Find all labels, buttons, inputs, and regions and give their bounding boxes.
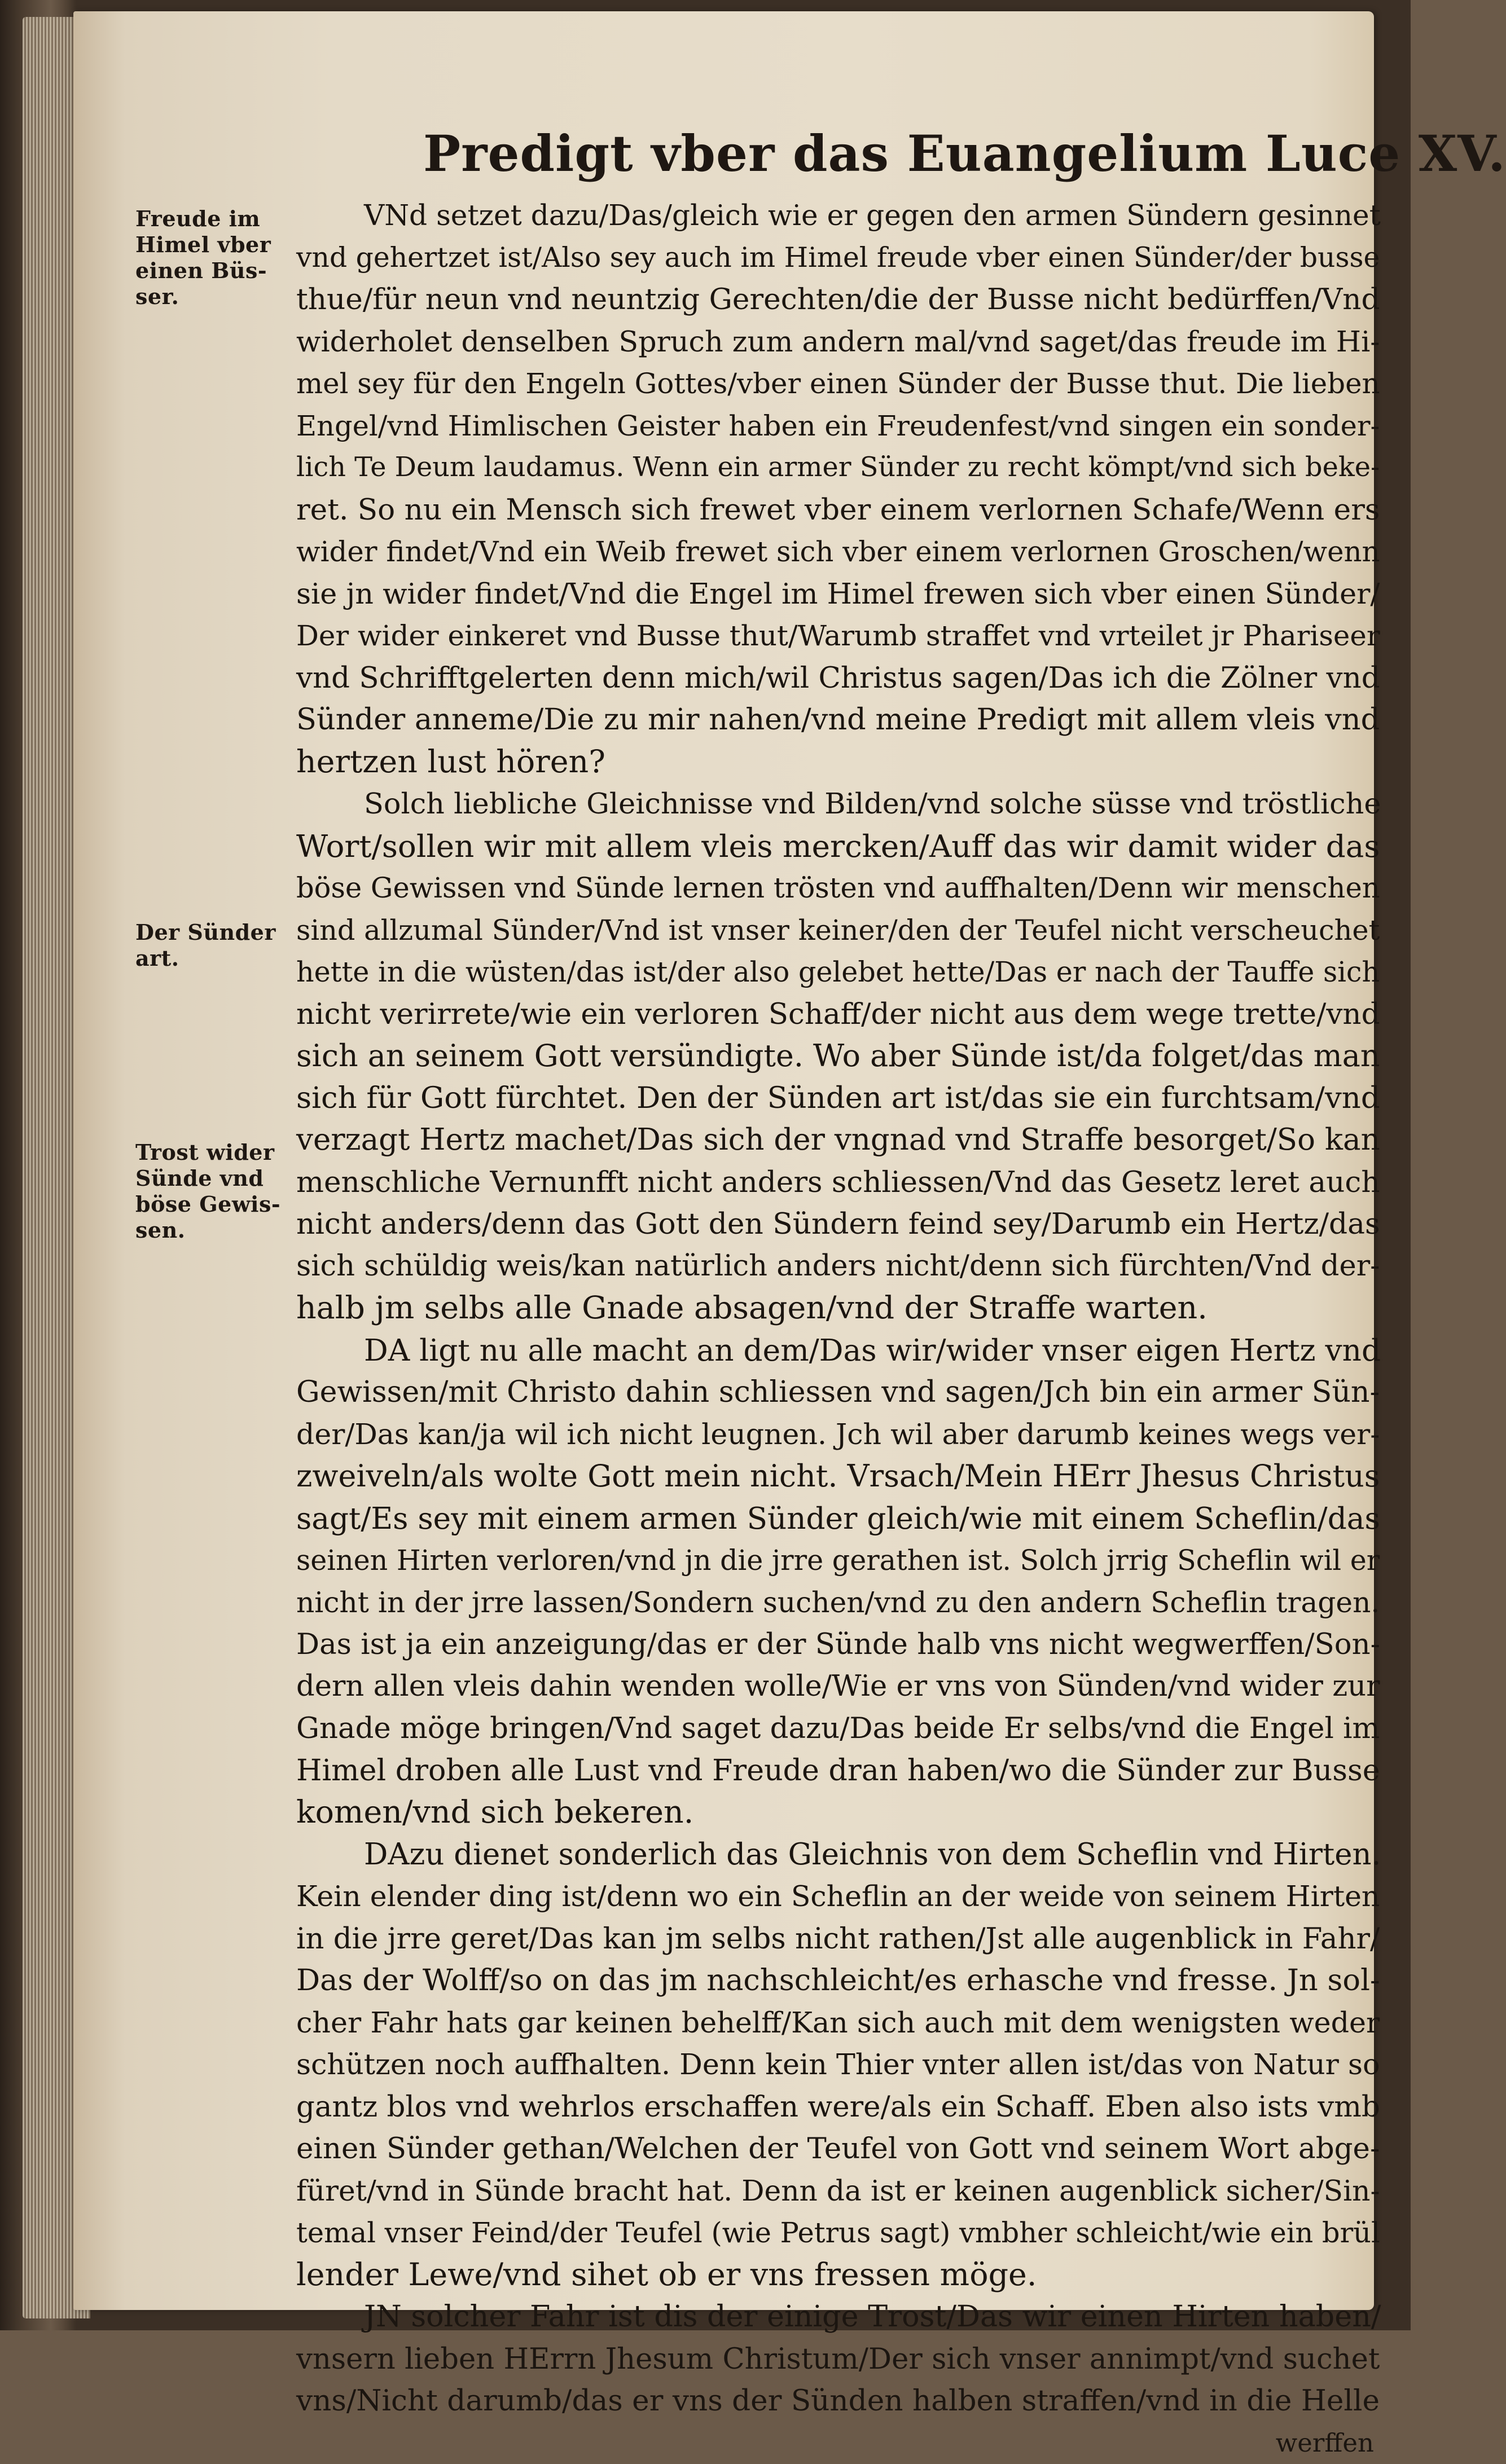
catchword: werffen: [296, 2422, 1397, 2464]
text-line: Wort/sollen wir mit allem vleis mercken/Auff das wir damit wider das: [296, 825, 1397, 868]
text-line: dern allen vleis dahin wenden wolle/Wie er vns von Sünden/vnd wider zur: [296, 1666, 1397, 1708]
text-line: einen Sünder gethan/Welchen der Teufel von Gott vnd seinem Wort abge-: [296, 2128, 1397, 2170]
text-line: VNd setzet dazu/Das/gleich wie er gegen den armen Sündern gesinnet: [296, 195, 1397, 237]
text-line: vnd Schrifftgelerten denn mich/wil Christus sagen/Das ich die Zölner vnd: [296, 657, 1397, 699]
text-line: Das der Wolff/so on das jm nachschleicht/es erhasche vnd fresse. Jn sol-: [296, 1960, 1397, 2002]
text-line: füret/vnd in Sünde bracht hat. Denn da ist er keinen augenblick sicher/Sin-: [296, 2170, 1397, 2212]
text-line: temal vnser Feind/der Teufel (wie Petrus sagt) vmbher schleicht/wie ein brül: [296, 2212, 1397, 2254]
text-line: hette in die wüsten/das ist/der also gelebet hette/Das er nach der Tauffe sich: [296, 951, 1397, 993]
text-line: lich Te Deum laudamus. Wenn ein armer Sünder zu recht kömpt/vnd sich beke-: [296, 447, 1397, 489]
margin-note-line: Sünde vnd: [135, 1165, 310, 1191]
margin-note-line: Der Sünder: [135, 919, 310, 945]
text-line: DA ligt nu alle macht an dem/Das wir/wider vnser eigen Hertz vnd: [296, 1330, 1397, 1372]
text-line: halb jm selbs alle Gnade absagen/vnd der Straffe warten.: [296, 1287, 1397, 1330]
text-line: JN solcher Fahr ist dis der einige Trost/Das wir einen Hirten haben/: [296, 2296, 1397, 2338]
running-header: Predigt vber das Euangelium Luce XV.: [423, 124, 1326, 186]
text-line: cher Fahr hats gar keinen behelff/Kan sich auch mit dem wenigsten weder: [296, 2002, 1397, 2044]
text-line: vns/Nicht darumb/das er vns der Sünden halben straffen/vnd in die Helle: [296, 2380, 1397, 2422]
text-line: Gewissen/mit Christo dahin schliessen vnd sagen/Jch bin ein armer Sün-: [296, 1371, 1397, 1414]
text-line: sind allzumal Sünder/Vnd ist vnser keiner/den der Teufel nicht verscheuchet: [296, 909, 1397, 952]
text-line: Solch liebliche Gleichnisse vnd Bilden/vnd solche süsse vnd tröstliche: [296, 783, 1397, 825]
text-line: nicht verirrete/wie ein verloren Schaff/der nicht aus dem wege trette/vnd: [296, 993, 1397, 1036]
text-line: mel sey für den Engeln Gottes/vber einen Sünder der Busse thut. Die lieben: [296, 363, 1397, 405]
text-line: sagt/Es sey mit einem armen Sünder gleich/wie mit einem Scheflin/das: [296, 1498, 1397, 1540]
margin-note-freude: [135, 206, 310, 310]
margin-note-line: Freude im: [135, 206, 310, 232]
text-line: ret. So nu ein Mensch sich frewet vber einem verlornen Schafe/Wenn ers: [296, 489, 1397, 531]
text-line: sich an seinem Gott versündigte. Wo aber Sünde ist/da folget/das man: [296, 1035, 1397, 1077]
text-line: DAzu dienet sonderlich das Gleichnis von dem Scheflin vnd Hirten.: [296, 1834, 1397, 1876]
text-line: sich schüldig weis/kan natürlich anders nicht/denn sich fürchten/Vnd der-: [296, 1246, 1397, 1288]
text-line: Sünder anneme/Die zu mir nahen/vnd meine Predigt mit allem vleis vnd: [296, 699, 1397, 741]
margin-note-line: Himel vber: [135, 232, 310, 258]
margin-note-line: art.: [135, 945, 310, 971]
text-line: hertzen lust hören?: [296, 741, 1397, 784]
text-line: Gnade möge bringen/Vnd saget dazu/Das beide Er selbs/vnd die Engel im: [296, 1708, 1397, 1750]
margin-note-suender-art: [135, 919, 310, 971]
margin-note-line: sen.: [135, 1217, 310, 1243]
book-page: [73, 11, 1374, 2310]
margin-note-line: Trost wider: [135, 1139, 310, 1165]
text-line: lender Lewe/vnd sihet ob er vns fressen möge.: [296, 2254, 1397, 2296]
text-line: in die jrre geret/Das kan jm selbs nicht rathen/Jst alle augenblick in Fahr/: [296, 1918, 1397, 1960]
text-line: schützen noch auffhalten. Denn kein Thier vnter allen ist/das von Natur so: [296, 2044, 1397, 2086]
text-line: nicht in der jrre lassen/Sondern suchen/vnd zu den andern Scheflin tragen.: [296, 1582, 1397, 1624]
text-line: sie jn wider findet/Vnd die Engel im Himel frewen sich vber einen Sünder/: [296, 573, 1397, 615]
margin-note-line: ser.: [135, 284, 310, 310]
text-line: Das ist ja ein anzeigung/das er der Sünde halb vns nicht wegwerffen/Son-: [296, 1623, 1397, 1666]
text-line: seinen Hirten verloren/vnd jn die jrre gerathen ist. Solch jrrig Scheflin wil er: [296, 1539, 1397, 1582]
text-line: wider findet/Vnd ein Weib frewet sich vber einem verlornen Groschen/wenn: [296, 531, 1397, 573]
text-line: menschliche Vernunfft nicht anders schliessen/Vnd das Gesetz leret auch: [296, 1161, 1397, 1204]
text-line: Engel/vnd Himlischen Geister haben ein Freudenfest/vnd singen ein sonder-: [296, 405, 1397, 447]
margin-note-trost: [135, 1139, 310, 1243]
text-line: vnsern lieben HErrn Jhesum Christum/Der sich vnser annimpt/vnd suchet: [296, 2338, 1397, 2381]
text-line: verzagt Hertz machet/Das sich der vngnad vnd Straffe besorget/So kan: [296, 1119, 1397, 1161]
text-line: vnd gehertzet ist/Also sey auch im Himel freude vber einen Sünder/der busse: [296, 237, 1397, 279]
text-line: der/Das kan/ja wil ich nicht leugnen. Jch wil aber darumb keines wegs ver-: [296, 1414, 1397, 1456]
text-line: nicht anders/denn das Gott den Sündern feind sey/Darumb ein Hertz/das: [296, 1203, 1397, 1246]
text-line: zweiveln/als wolte Gott mein nicht. Vrsach/Mein HErr Jhesus Christus: [296, 1455, 1397, 1498]
text-line: sich für Gott fürchtet. Den der Sünden art ist/das sie ein furchtsam/vnd: [296, 1077, 1397, 1120]
text-line: thue/für neun vnd neuntzig Gerechten/die der Busse nicht bedürffen/Vnd: [296, 279, 1397, 321]
text-line: komen/vnd sich bekeren.: [296, 1792, 1397, 1834]
text-line: böse Gewissen vnd Sünde lernen trösten vnd auffhalten/Denn wir menschen: [296, 867, 1397, 909]
text-line: Der wider einkeret vnd Busse thut/Warumb straffet vnd vrteilet jr Phariseer: [296, 615, 1397, 657]
text-line: Himel droben alle Lust vnd Freude dran haben/wo die Sünder zur Busse: [296, 1750, 1397, 1792]
text-line: Kein elender ding ist/denn wo ein Scheflin an der weide von seinem Hirten: [296, 1876, 1397, 1918]
text-line: widerholet denselben Spruch zum andern mal/vnd saget/das freude im Hi-: [296, 321, 1397, 363]
text-line: gantz blos vnd wehrlos erschaffen were/als ein Schaff. Eben also ists vmb: [296, 2086, 1397, 2128]
margin-note-line: einen Büs-: [135, 258, 310, 284]
margin-note-line: böse Gewis-: [135, 1191, 310, 1217]
body-text: [296, 195, 1397, 2464]
